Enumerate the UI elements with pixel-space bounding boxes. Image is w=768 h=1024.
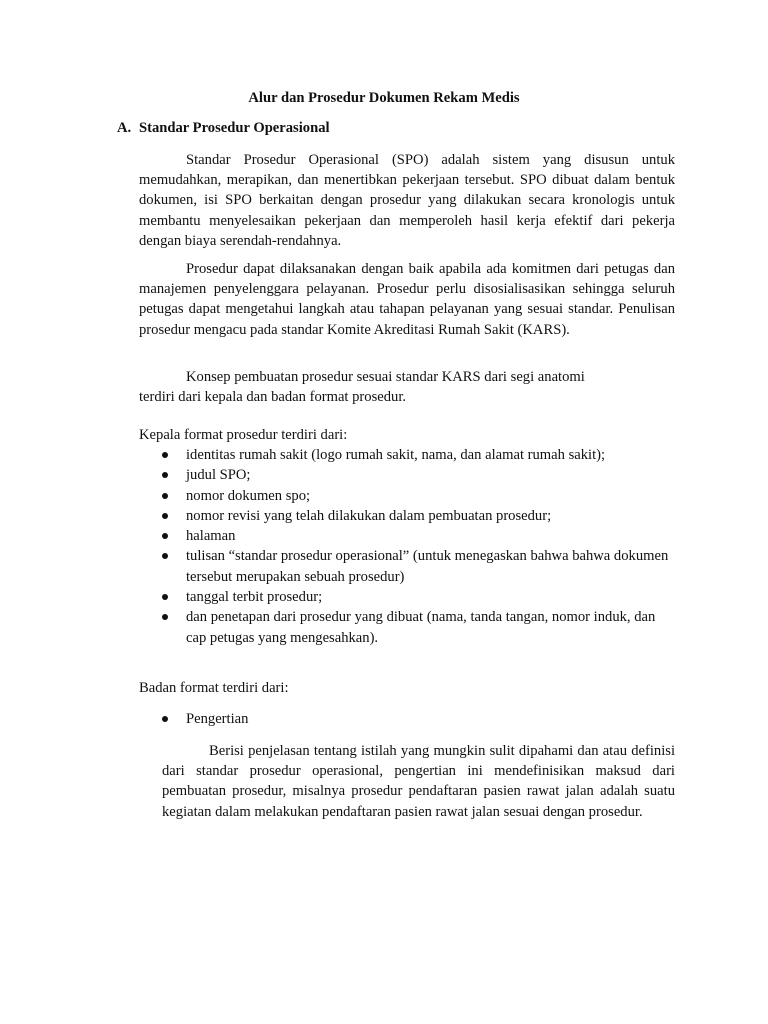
list-item-text: nomor revisi yang telah dilakukan dalam pembuatan prosedur; [186, 507, 552, 524]
paragraph-procedure-commitment: Prosedur dapat dilaksanakan dengan baik apabila ada komitmen dari petugas dan manajemen penyelenggara pelayanan. Prosedur perlu disosialisasikan sehingga seluruh petugas dapat mengetahui langkah atau tahapan pelayanan yang sesuai standar. Penulisan prosedur mengacu pada standar Komite Akreditasi Rumah Sakit (KARS). [139, 261, 675, 338]
bullet-icon [162, 513, 168, 519]
list-item-text: halaman [186, 528, 236, 545]
list-item-text: judul SPO; [186, 467, 251, 484]
section-heading-text: Standar Prosedur Operasional [139, 120, 330, 136]
concept-line-2: terdiri dari kepala dan badan format prosedur. [139, 389, 407, 406]
paragraph-definition: Berisi penjelasan tentang istilah yang mungkin sulit dipahami dan atau definisi dari standar prosedur operasional, pengertian ini mendefinisikan maksud dari pembuatan prosedur, misalnya prosedur pendaftaran pasien rawat jalan adalah suatu kegiatan dalam melakukan pendaftaran pasien rawat jalan sesuai dengan prosedur. [162, 743, 675, 820]
list-item-text: dan penetapan dari prosedur yang dibuat (nama, tanda tangan, nomor induk, dan cap petugas yang mengesahkan). [186, 609, 656, 646]
body-format-list [139, 709, 679, 729]
bullet-icon [162, 493, 168, 499]
section-heading [117, 118, 330, 138]
list-item [139, 607, 679, 648]
list-item-text: nomor dokumen spo; [186, 487, 311, 504]
bullet-icon [162, 472, 168, 478]
list-item [139, 506, 679, 526]
list-item [139, 465, 679, 485]
document-title: Alur dan Prosedur Dokumen Rekam Medis [248, 90, 520, 106]
list-item [139, 526, 679, 546]
bullet-icon [162, 716, 168, 722]
list-item [139, 546, 679, 587]
paragraph-spo-definition: Standar Prosedur Operasional (SPO) adalah sistem yang disusun untuk memudahkan, merapikan, dan menertibkan pekerjaan tersebut. SPO dibuat dalam bentuk dokumen, isi SPO berkaitan dengan prosedur yang dilakukan secara kronologis untuk membantu menyelesaikan pekerjaan dan memperoleh hasil kerja efektif dari pekerja dengan biaya serendah-rendahnya. [139, 152, 675, 249]
list-item [139, 709, 679, 729]
body-format-intro: Badan format terdiri dari: [139, 680, 289, 696]
paragraph-concept [139, 367, 675, 407]
bullet-icon [162, 614, 168, 620]
list-item-text: tulisan “standar prosedur operasional” (untuk menegaskan bahwa bahwa dokumen tersebut merupakan sebuah prosedur) [186, 548, 669, 585]
head-format-intro: Kepala format prosedur terdiri dari: [139, 427, 348, 443]
bullet-icon [162, 553, 168, 559]
list-item [139, 587, 679, 607]
section-letter: A. [117, 120, 132, 136]
bullet-icon [162, 594, 168, 600]
head-format-list [139, 445, 679, 648]
list-item-text: Pengertian [186, 711, 249, 727]
list-item-text: tanggal terbit prosedur; [186, 589, 323, 606]
list-item [139, 445, 679, 465]
bullet-icon [162, 533, 168, 539]
list-item [139, 486, 679, 506]
list-item-text: identitas rumah sakit (logo rumah sakit, nama, dan alamat rumah sakit); [186, 447, 606, 463]
bullet-icon [162, 452, 168, 458]
concept-line-1: Konsep pembuatan prosedur sesuai standar KARS dari segi anatomi [186, 369, 585, 385]
